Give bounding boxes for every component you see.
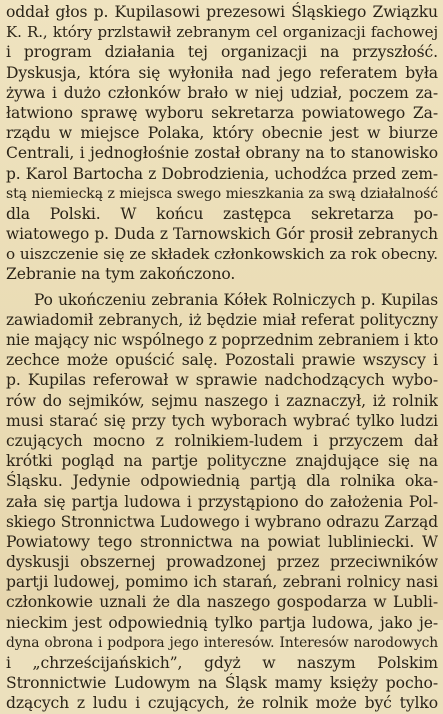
paragraph (6, 2, 438, 285)
text-line: p. Karol Bartocha z Dobrodzienia, uchodźca przed zem- (6, 164, 438, 183)
text-line: i program działania tej organizacji na przyszłość. (6, 43, 438, 62)
article-column (6, 2, 438, 714)
text-line: Dyskusja, która się wyłoniła nad jego referatem była (6, 63, 438, 82)
text-line: oddał głos p. Kupilasowi prezesowi Śląskiego Związku (6, 3, 438, 21)
text-line: dyna obrona i podpora jego interesów. Interesów narodowych (6, 634, 438, 651)
text-line: Stronnictwie Ludowym na Śląsk mamy księży pocho- (6, 674, 438, 693)
text-line: członkowie uznali że dla naszego gospodarza w Lubli- (6, 593, 438, 612)
text-line: i „chrześcijańskich”, gdyż w naszym Polskim (6, 654, 438, 672)
text-line: Centrali, i jednogłośnie został obrany na to stanowisko (6, 144, 438, 163)
text-line: Powiatowy tego stronnictwa na powiat lubliniecki. W (6, 532, 438, 551)
text-line: o uiszczenie się ze składek członkowskich za rok obecny. (6, 245, 438, 264)
text-line: skiego Stronnictwa Ludowego i wybrano odrazu Zarząd (6, 512, 438, 531)
text-line: nie mający nic wspólnego z poprzednim zebraniem i kto (6, 331, 438, 349)
text-line: Śląsku. Jedynie odpowiednią partją dla rolnika oka- (6, 472, 438, 491)
text-line: zawiadomił zebranych, iż będzie miał referat polityczny (6, 310, 438, 329)
text-line: łatwiono sprawę wyboru sekretarza powiatowego Za- (6, 103, 438, 122)
text-line: czujących mocno z rolnikiem-ludem i przyczem dał (6, 431, 438, 450)
text-line: zała się partja ludowa i przystąpiono do założenia Pol- (6, 492, 438, 511)
text-line: zechce może opuścić salę. Pozostali prawie wszyscy i (6, 351, 438, 370)
text-line: K. R., który przlstawił zebranym cel organizacji fachowej (6, 23, 438, 42)
text-line: nieckim jest odpowiednią tylko partja ludowa, jako je- (6, 613, 438, 632)
paragraph (6, 290, 438, 714)
text-line: stą niemiecką z miejsca swego mieszkania za swą działalność (6, 185, 438, 202)
text-line: dzących z ludu i czujących, że rolnik może być tylko (6, 694, 438, 713)
text-line: Po ukończeniu zebrania Kółek Rolniczych p. Kupilas (34, 290, 438, 309)
text-line: partji ludowej, pomimo ich starań, zebrani rolnicy nasi (6, 573, 438, 592)
text-line: rządu w miejsce Polaka, który obecnie jest w biurze (6, 124, 438, 143)
text-line: żywa i dużo członków brało w niej udział, poczem za- (6, 83, 438, 102)
text-line: dyskusji obszernej prowadzonej przez przeciwników (6, 553, 438, 572)
text-line: wiatowego p. Duda z Tarnowskich Gór prosił zebranych (6, 225, 438, 244)
text-line: p. Kupilas referował w sprawie nadchodzących wybo- (6, 371, 438, 390)
text-line: dla Polski. W końcu zastępca sekretarza po- (6, 204, 438, 223)
text-line: musi starać się przy tych wyborach wybrać tylko ludzi (6, 411, 438, 430)
text-line: krótki pogląd na partje polityczne znajdujące się na (6, 452, 438, 471)
text-line: rów do sejmików, sejmu naszego i zaznaczył, iż rolnik (6, 391, 438, 410)
text-line: Zebranie na tym zakończono. (6, 265, 236, 284)
